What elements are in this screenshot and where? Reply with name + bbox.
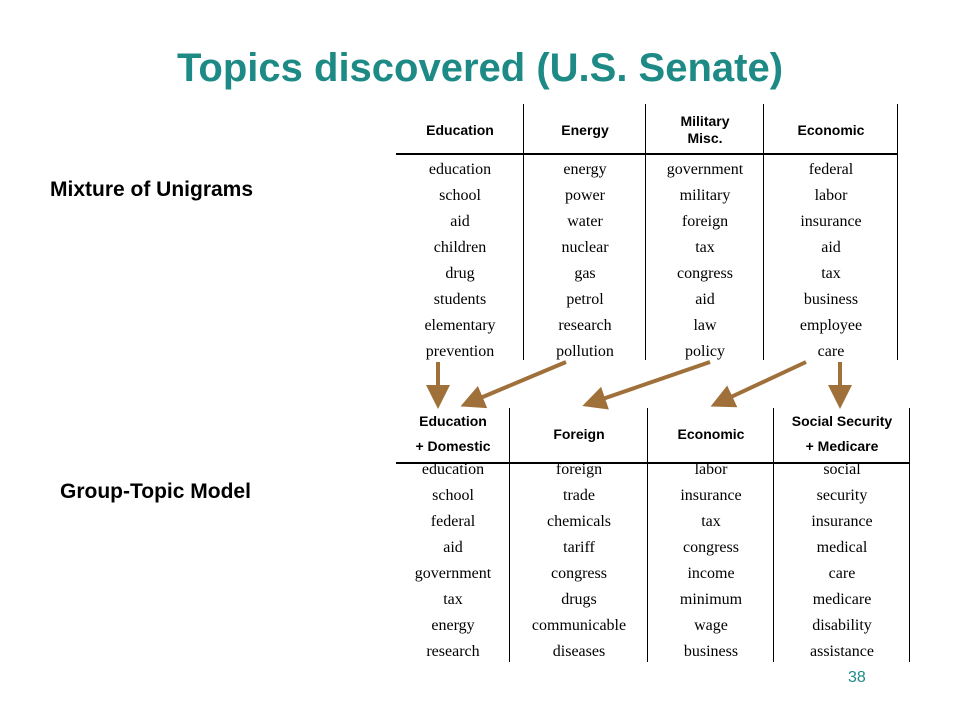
topic-word: care (817, 343, 845, 360)
topic-word: children (433, 239, 487, 256)
topic-word: tax (821, 265, 841, 282)
group-header-foreign (510, 406, 648, 462)
topic-word: trade (563, 487, 595, 504)
topic-word: labor (814, 187, 848, 204)
header-line: Misc. (687, 130, 723, 146)
arrow-military-to-foreign (588, 362, 710, 404)
topic-word: social (823, 461, 861, 478)
topic-word: congress (677, 265, 733, 282)
topic-word: congress (683, 539, 739, 556)
header-line: Energy (561, 121, 609, 138)
topic-word: law (693, 317, 717, 334)
group-header-social-security-medicare (774, 406, 910, 462)
topic-word: tax (695, 239, 715, 256)
header-line: + Medicare (805, 438, 879, 454)
topic-word: aid (450, 213, 470, 230)
topic-word: pollution (556, 343, 614, 360)
group-header-education-domestic (396, 406, 510, 462)
topic-word: tax (701, 513, 721, 530)
topic-word: research (426, 643, 480, 660)
topic-word: tariff (563, 539, 595, 556)
topic-word: military (679, 187, 731, 204)
topic-word: nuclear (561, 239, 609, 256)
topic-word: power (565, 187, 605, 204)
header-line: Foreign (553, 425, 605, 442)
group-column-economic (648, 457, 774, 665)
topic-word: federal (808, 161, 854, 178)
topic-word: students (433, 291, 487, 308)
topic-word: education (421, 461, 485, 478)
slide-title: Topics discovered (U.S. Senate) (176, 46, 784, 90)
group-topic-model-label: Group-Topic Model (60, 480, 251, 503)
topic-word: education (428, 161, 492, 178)
topic-word: federal (430, 513, 476, 530)
topic-word: chemicals (547, 513, 611, 530)
topic-word: prevention (425, 343, 495, 360)
header-line: Education (426, 121, 494, 138)
topic-word: business (803, 291, 859, 308)
header-line: Military (680, 113, 730, 129)
page-number: 38 (848, 669, 866, 686)
topic-word: policy (685, 343, 725, 360)
header-line: Economic (797, 121, 865, 138)
topic-word: minimum (679, 591, 743, 608)
topic-word: insurance (680, 487, 742, 504)
topic-word: aid (821, 239, 841, 256)
topic-word: water (567, 213, 603, 230)
topic-word: communicable (531, 617, 627, 634)
mixture-of-unigrams-label: Mixture of Unigrams (50, 178, 254, 201)
topic-word: drug (445, 265, 475, 282)
topic-word: wage (694, 617, 728, 634)
topic-word: government (414, 565, 492, 582)
topic-word: medicare (812, 591, 872, 608)
topic-word: gas (574, 265, 596, 282)
header-line: Social Security (791, 413, 893, 429)
arrow-energy-to-education (466, 362, 566, 404)
topic-word: elementary (424, 317, 496, 334)
topic-word: congress (551, 565, 607, 582)
topic-word: medical (816, 539, 868, 556)
topic-word: aid (695, 291, 715, 308)
topic-word: security (816, 487, 868, 504)
group-header-economic (648, 406, 774, 462)
group-column-education-domestic (396, 457, 510, 665)
arrow-military-to-economic (716, 362, 806, 404)
topic-word: care (828, 565, 856, 582)
topic-word: aid (443, 539, 463, 556)
topic-word: insurance (811, 513, 873, 530)
topic-word: energy (563, 161, 607, 178)
topic-word: employee (799, 317, 863, 334)
topic-word: petrol (566, 291, 604, 308)
topic-word: tax (443, 591, 463, 608)
topic-word: school (439, 187, 481, 204)
topic-word: research (558, 317, 612, 334)
topic-word: diseases (552, 643, 606, 660)
topic-word: foreign (681, 213, 729, 230)
topic-word: income (687, 565, 735, 582)
group-column-foreign (510, 457, 648, 665)
topic-word: insurance (800, 213, 862, 230)
header-line: + Domestic (415, 438, 491, 454)
topic-word: foreign (555, 461, 603, 478)
topic-word: drugs (561, 591, 597, 608)
topic-word: disability (812, 617, 872, 634)
header-line: Education (419, 413, 487, 429)
topic-word: labor (694, 461, 728, 478)
topic-word: energy (431, 617, 475, 634)
group-column-social-security (774, 457, 910, 665)
header-line: Economic (677, 425, 745, 442)
topic-word: government (666, 161, 744, 178)
topic-word: business (683, 643, 739, 660)
topic-word: assistance (810, 643, 874, 660)
topic-word: school (432, 487, 474, 504)
